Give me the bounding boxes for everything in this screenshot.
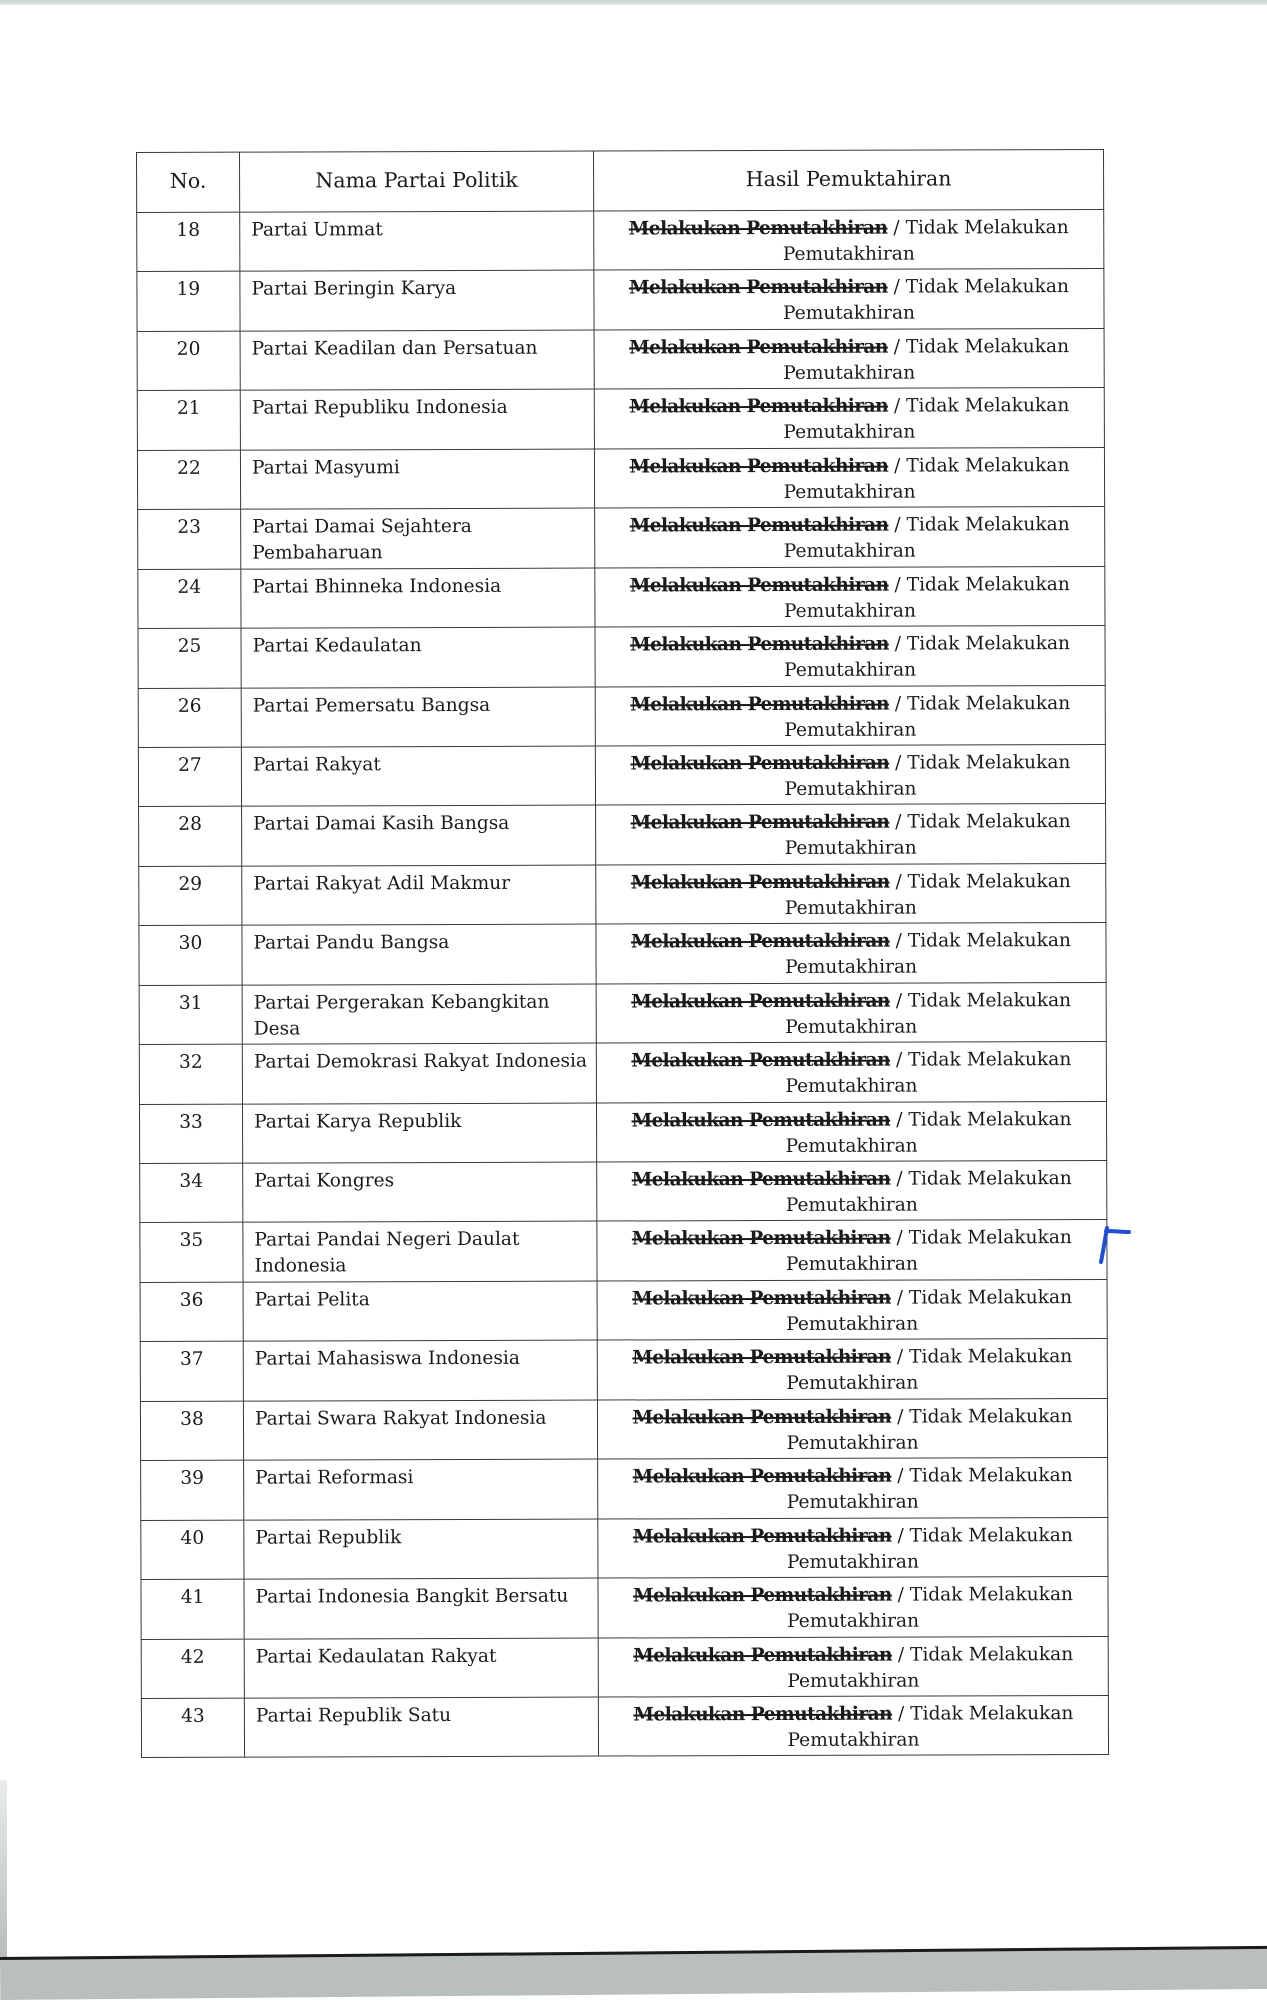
- option-separator: /: [888, 455, 907, 477]
- selected-option-did-not-update: Tidak Melakukan Pemutakhiran: [785, 1108, 1072, 1157]
- pen-check-mark-icon: [1092, 1222, 1132, 1266]
- update-result: [594, 269, 1104, 330]
- header-update-result: Hasil Pemuktahiran: [593, 149, 1103, 211]
- row-number: 25: [138, 628, 241, 688]
- party-name: Partai Kedaulatan Rakyat: [244, 1638, 598, 1699]
- option-separator: /: [889, 871, 908, 893]
- party-name: Partai Republik: [244, 1519, 598, 1580]
- struck-option-did-update: Melakukan Pemutakhiran: [632, 1525, 892, 1548]
- party-name: Partai Indonesia Bangkit Bersatu: [244, 1578, 598, 1639]
- option-separator: /: [888, 633, 907, 655]
- update-result: [596, 863, 1106, 924]
- row-number: 39: [141, 1460, 244, 1520]
- row-number: 37: [140, 1341, 243, 1401]
- option-separator: /: [889, 752, 908, 774]
- update-result: [597, 1160, 1107, 1221]
- table-row: [139, 1101, 1106, 1163]
- selected-option-did-not-update: Tidak Melakukan Pemutakhiran: [785, 1049, 1072, 1098]
- table-row: [141, 1458, 1108, 1520]
- party-name: Partai Masyumi: [240, 449, 594, 510]
- table-row: [139, 1042, 1106, 1104]
- party-name: Partai Rakyat Adil Makmur: [242, 865, 596, 926]
- party-name: Partai Kedaulatan: [241, 627, 595, 688]
- selected-option-did-not-update: Tidak Melakukan Pemutakhiran: [782, 217, 1069, 265]
- option-separator: /: [891, 1525, 910, 1547]
- party-name: Partai Bhinneka Indonesia: [241, 568, 595, 629]
- update-result: [595, 626, 1105, 687]
- row-number: 21: [137, 390, 240, 450]
- scan-edge-top: [0, 0, 1267, 5]
- table-row: [137, 328, 1104, 390]
- update-result: [598, 1458, 1108, 1519]
- table-row: [137, 209, 1104, 271]
- selected-option-did-not-update: Tidak Melakukan Pemutakhiran: [787, 1584, 1074, 1633]
- option-separator: /: [890, 1228, 909, 1250]
- update-result: [596, 1042, 1106, 1103]
- row-number: 29: [139, 866, 242, 926]
- party-name: Partai Ummat: [240, 211, 594, 272]
- party-update-table: [136, 149, 1109, 1758]
- update-result: [596, 804, 1106, 865]
- struck-option-did-update: Melakukan Pemutakhiran: [631, 1109, 891, 1132]
- table-row: [138, 744, 1105, 806]
- table-row: [140, 1279, 1107, 1341]
- party-name: Partai Demokrasi Rakyat Indonesia: [242, 1043, 596, 1104]
- update-result: [598, 1577, 1108, 1638]
- update-result: [595, 566, 1105, 627]
- option-separator: /: [887, 217, 906, 239]
- selected-option-did-not-update: Tidak Melakukan Pemutakhiran: [784, 870, 1071, 919]
- selected-option-did-not-update: Tidak Melakukan Pemutakhiran: [782, 276, 1069, 325]
- row-number: 38: [140, 1401, 243, 1461]
- row-number: 34: [140, 1163, 243, 1223]
- update-result: [594, 328, 1104, 389]
- selected-option-did-not-update: Tidak Melakukan Pemutakhiran: [786, 1524, 1073, 1573]
- struck-option-did-update: Melakukan Pemutakhiran: [630, 871, 890, 894]
- row-number: 43: [141, 1698, 244, 1758]
- option-separator: /: [887, 395, 907, 417]
- table-row: [137, 269, 1104, 331]
- row-number: 42: [141, 1639, 244, 1699]
- struck-option-did-update: Melakukan Pemutakhiran: [633, 1584, 892, 1607]
- table-row: [137, 388, 1104, 450]
- party-name: Partai Pemersatu Bangsa: [241, 687, 595, 748]
- update-result: [595, 507, 1105, 568]
- table-row: [140, 1220, 1107, 1282]
- row-number: 27: [138, 747, 241, 807]
- party-update-table-container: [136, 149, 1109, 1758]
- table-row: [139, 863, 1106, 925]
- selected-option-did-not-update: Tidak Melakukan Pemutakhiran: [783, 454, 1070, 503]
- update-result: [597, 1220, 1107, 1281]
- struck-option-did-update: Melakukan Pemutakhiran: [629, 336, 888, 359]
- option-separator: /: [889, 990, 909, 1012]
- selected-option-did-not-update: Tidak Melakukan Pemutakhiran: [785, 989, 1072, 1038]
- party-name: Partai Pelita: [243, 1281, 597, 1342]
- struck-option-did-update: Melakukan Pemutakhiran: [631, 1049, 891, 1072]
- party-name: Partai Rakyat: [241, 746, 595, 807]
- option-separator: /: [891, 1465, 910, 1487]
- row-number: 41: [141, 1579, 244, 1639]
- header-no: No.: [137, 152, 240, 212]
- update-result: [598, 1636, 1108, 1697]
- selected-option-did-not-update: Tidak Melakukan Pemutakhiran: [784, 692, 1071, 741]
- struck-option-did-update: Melakukan Pemutakhiran: [631, 1168, 891, 1191]
- table-row: [141, 1695, 1108, 1757]
- update-result: [594, 388, 1104, 449]
- table-row: [138, 626, 1105, 688]
- row-number: 28: [139, 807, 242, 867]
- update-result: [596, 982, 1106, 1043]
- party-name: Partai Swara Rakyat Indonesia: [243, 1400, 597, 1461]
- selected-option-did-not-update: Tidak Melakukan Pemutakhiran: [784, 752, 1071, 800]
- row-number: 33: [139, 1104, 242, 1164]
- selected-option-did-not-update: Tidak Melakukan Pemutakhiran: [785, 1168, 1072, 1216]
- update-result: [597, 1339, 1107, 1400]
- party-name: Partai Keadilan dan Persatuan: [240, 330, 594, 391]
- update-result: [595, 685, 1105, 746]
- struck-option-did-update: Melakukan Pemutakhiran: [631, 1228, 891, 1250]
- selected-option-did-not-update: Tidak Melakukan Pemutakhiran: [787, 1643, 1074, 1692]
- row-number: 32: [139, 1044, 242, 1104]
- update-result: [595, 744, 1105, 805]
- table-body: [137, 209, 1109, 1757]
- struck-option-did-update: Melakukan Pemutakhiran: [630, 812, 890, 834]
- struck-option-did-update: Melakukan Pemutakhiran: [630, 633, 889, 656]
- party-name: Partai Beringin Karya: [240, 270, 594, 331]
- selected-option-did-not-update: Tidak Melakukan Pemutakhiran: [786, 1286, 1073, 1335]
- selected-option-did-not-update: Tidak Melakukan Pemutakhiran: [783, 514, 1070, 563]
- table-row: [141, 1577, 1108, 1639]
- party-name: Partai Reformasi: [244, 1459, 598, 1520]
- option-separator: /: [891, 1406, 910, 1428]
- selected-option-did-not-update: Tidak Melakukan Pemutakhiran: [787, 1703, 1074, 1751]
- update-result: [598, 1695, 1108, 1756]
- selected-option-did-not-update: Tidak Melakukan Pemutakhiran: [784, 633, 1071, 682]
- struck-option-did-update: Melakukan Pemutakhiran: [632, 1287, 891, 1310]
- option-separator: /: [892, 1703, 911, 1725]
- party-name: Partai Republiku Indonesia: [240, 389, 594, 450]
- row-number: 19: [137, 272, 240, 332]
- table-row: [140, 1160, 1107, 1222]
- option-separator: /: [888, 514, 907, 536]
- table-row: [138, 685, 1105, 747]
- struck-option-did-update: Melakukan Pemutakhiran: [632, 1346, 892, 1369]
- selected-option-did-not-update: Tidak Melakukan Pemutakhiran: [783, 335, 1070, 384]
- selected-option-did-not-update: Tidak Melakukan Pemutakhiran: [783, 395, 1070, 444]
- update-result: [598, 1517, 1108, 1578]
- update-result: [597, 1398, 1107, 1459]
- struck-option-did-update: Melakukan Pemutakhiran: [629, 455, 889, 478]
- table-row: [137, 447, 1104, 509]
- row-number: 20: [137, 331, 240, 391]
- option-separator: /: [888, 693, 908, 715]
- table-row: [138, 566, 1105, 628]
- struck-option-did-update: Melakukan Pemutakhiran: [633, 1703, 893, 1726]
- selected-option-did-not-update: Tidak Melakukan Pemutakhiran: [785, 930, 1072, 979]
- table-row: [139, 923, 1106, 985]
- option-separator: /: [890, 1109, 909, 1131]
- selected-option-did-not-update: Tidak Melakukan Pemutakhiran: [784, 811, 1071, 860]
- struck-option-did-update: Melakukan Pemutakhiran: [630, 752, 890, 775]
- party-name: Partai Damai Kasih Bangsa: [242, 805, 596, 866]
- selected-option-did-not-update: Tidak Melakukan Pemutakhiran: [785, 1227, 1072, 1276]
- row-number: 40: [141, 1520, 244, 1580]
- option-separator: /: [890, 1049, 909, 1071]
- struck-option-did-update: Melakukan Pemutakhiran: [631, 990, 890, 1013]
- struck-option-did-update: Melakukan Pemutakhiran: [629, 395, 889, 418]
- party-name: Partai Mahasiswa Indonesia: [243, 1340, 597, 1401]
- struck-option-did-update: Melakukan Pemutakhiran: [632, 1406, 892, 1429]
- struck-option-did-update: Melakukan Pemutakhiran: [630, 930, 890, 953]
- row-number: 35: [140, 1223, 243, 1283]
- row-number: 30: [139, 925, 242, 985]
- row-number: 18: [137, 212, 240, 272]
- selected-option-did-not-update: Tidak Melakukan Pemutakhiran: [786, 1465, 1073, 1514]
- table-row: [141, 1517, 1108, 1579]
- party-name: Partai Pandu Bangsa: [242, 924, 596, 985]
- row-number: 36: [140, 1282, 243, 1342]
- row-number: 22: [137, 450, 240, 510]
- option-separator: /: [890, 1287, 909, 1309]
- update-result: [594, 209, 1104, 270]
- struck-option-did-update: Melakukan Pemutakhiran: [628, 277, 888, 299]
- header-party-name: Nama Partai Politik: [240, 151, 594, 212]
- table-row: [141, 1636, 1108, 1698]
- party-name: Partai Karya Republik: [242, 1103, 596, 1164]
- struck-option-did-update: Melakukan Pemutakhiran: [633, 1644, 892, 1666]
- party-name: Partai Pergerakan Kebangkitan Desa: [242, 984, 596, 1045]
- update-result: [594, 447, 1104, 508]
- table-row: [140, 1398, 1107, 1460]
- option-separator: /: [888, 574, 907, 596]
- table-header-row: [137, 149, 1104, 212]
- scan-edge-bottom: [0, 1946, 1267, 2000]
- struck-option-did-update: Melakukan Pemutakhiran: [628, 217, 888, 240]
- option-separator: /: [890, 1346, 910, 1368]
- option-separator: /: [890, 1168, 909, 1190]
- update-result: [596, 923, 1106, 984]
- row-number: 26: [138, 688, 241, 748]
- struck-option-did-update: Melakukan Pemutakhiran: [630, 693, 889, 715]
- row-number: 31: [139, 985, 242, 1045]
- option-separator: /: [891, 1584, 910, 1606]
- party-name: Partai Republik Satu: [244, 1697, 598, 1758]
- struck-option-did-update: Melakukan Pemutakhiran: [629, 514, 889, 537]
- table-row: [140, 1339, 1107, 1401]
- table-row: [139, 804, 1106, 866]
- party-name: Partai Damai Sejahtera Pembaharuan: [241, 508, 595, 569]
- struck-option-did-update: Melakukan Pemutakhiran: [629, 574, 889, 597]
- table-row: [138, 507, 1105, 569]
- update-result: [596, 1101, 1106, 1162]
- option-separator: /: [889, 811, 908, 834]
- row-number: 24: [138, 569, 241, 629]
- option-separator: /: [891, 1644, 911, 1666]
- update-result: [597, 1279, 1107, 1340]
- option-separator: /: [889, 930, 908, 952]
- option-separator: /: [887, 336, 906, 358]
- selected-option-did-not-update: Tidak Melakukan Pemutakhiran: [786, 1405, 1073, 1454]
- struck-option-did-update: Melakukan Pemutakhiran: [632, 1465, 892, 1488]
- party-name: Partai Pandai Negeri Daulat Indonesia: [243, 1221, 597, 1282]
- table-row: [139, 982, 1106, 1044]
- row-number: 23: [138, 509, 241, 569]
- scan-edge-left: [0, 1780, 7, 1961]
- selected-option-did-not-update: Tidak Melakukan Pemutakhiran: [783, 573, 1070, 622]
- option-separator: /: [887, 277, 906, 299]
- selected-option-did-not-update: Tidak Melakukan Pemutakhiran: [786, 1346, 1073, 1395]
- party-name: Partai Kongres: [243, 1162, 597, 1223]
